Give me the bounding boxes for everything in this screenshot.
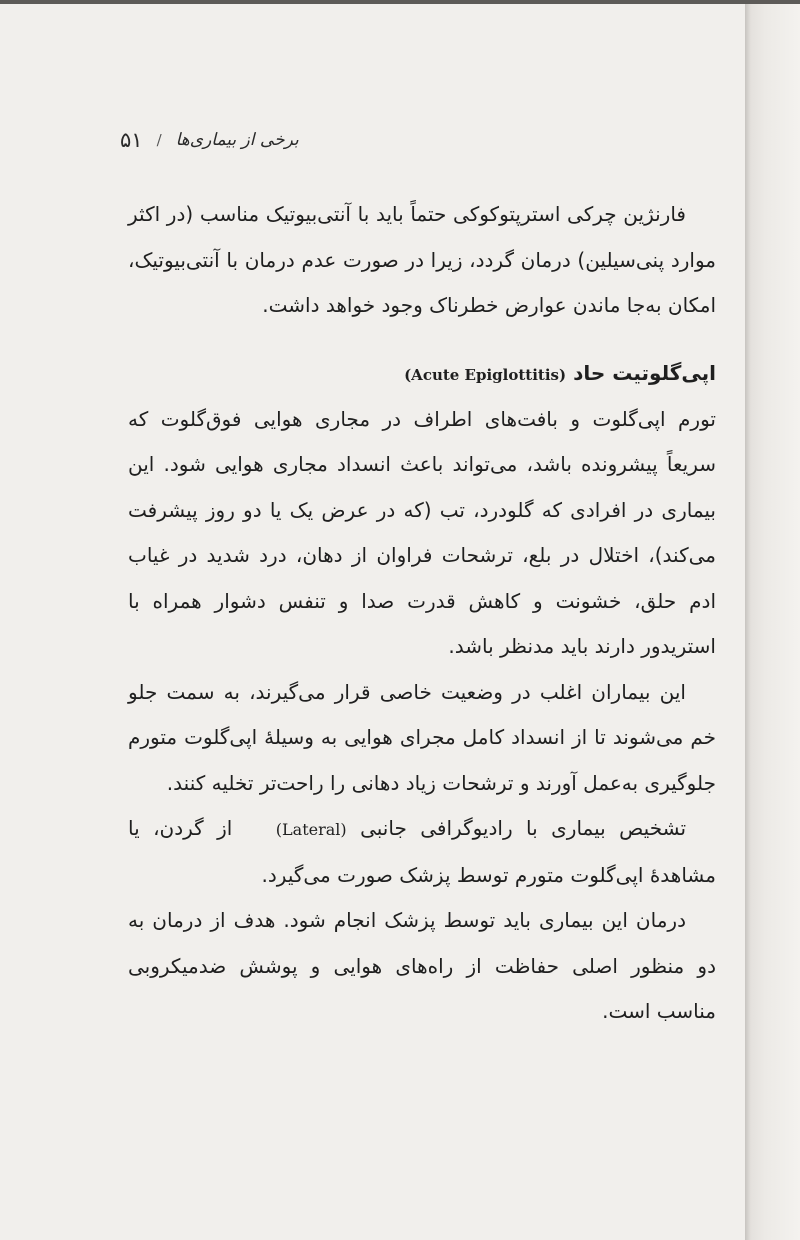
section-paragraph-2: این بیماران اغلب در وضعیت خاصی قرار می‌گیرند، به سمت جلو خم می‌شوند تا از انسداد کامل مجرای هوایی به وسیلهٔ اپی‌گلوت متورم جلوگیری به‌عمل آورند و ترشحات زیاد دهانی را راحت‌تر تخلیه کنند.: [128, 679, 716, 795]
section-heading: [128, 351, 716, 397]
section-heading-english: (Acute Epiglottitis): [404, 365, 567, 384]
intro-paragraph: فارنژین چرکی استرپتوکوکی حتماً باید با آنتی‌بیوتیک مناسب (در اکثر موارد پنی‌سیلین) درمان گردد، زیرا در صورت عدم درمان با آنتی‌بیوتیک، امکان به‌جا ماندن عوارض خطرناک وجود خواهد داشت.: [128, 202, 716, 317]
page-edge-shadow: [745, 0, 800, 1240]
header-separator: /: [156, 131, 162, 149]
paragraph-3-start: تشخیص بیماری با رادیوگرافی جانبی: [360, 816, 687, 840]
paragraph-3-end: از گردن، یا مشاهدهٔ اپی‌گلوت متورم توسط پزشک صورت می‌گیرد.: [128, 816, 716, 887]
scan-top-border: [0, 0, 800, 4]
section-paragraph-1: تورم اپی‌گلوت و بافت‌های اطراف در مجاری هوایی فوق‌گلوت که سریعاً پیشرونده باشد، می‌تواند باعث انسداد مجاری هوایی شود. این بیماری در افرادی که گلودرد، تب (که در عرض یک یا دو روز پیشرفت می‌کند)، اختلال در بلع، ترشحات فراوان از دهان، درد شدید در غیاب ادم حلق، خشونت و کاهش قدرت صدا و تنفس دشوار همراه با استریدور دارند باید مدنظر باشد.: [128, 406, 716, 658]
section-paragraph-3: [128, 806, 716, 898]
section-heading-persian: اپی‌گلوتیت حاد: [573, 360, 716, 385]
paragraph-3-latin-term: (Lateral): [275, 820, 347, 839]
running-head: [120, 124, 340, 156]
page-body: [128, 192, 716, 1035]
page-number: ۵۱: [120, 128, 143, 152]
chapter-title: برخی از بیماری‌ها: [175, 130, 299, 150]
section-paragraph-4: درمان این بیماری باید توسط پزشک انجام شود. هدف از درمان به دو منظور اصلی حفاظت از راه‌های هوایی و پوشش ضدمیکروبی مناسب است.: [128, 908, 716, 1023]
